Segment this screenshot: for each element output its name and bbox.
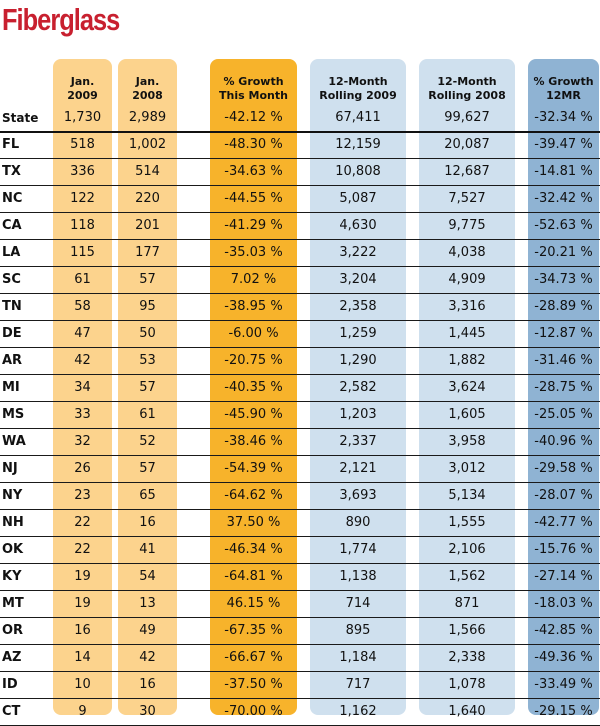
growth-12mr-cell: -32.42 % xyxy=(534,191,593,206)
table-row xyxy=(0,699,600,726)
table-row xyxy=(0,348,600,375)
rolling-2008-cell: 2,106 xyxy=(448,542,486,557)
state-cell: NH xyxy=(2,515,24,530)
rolling-2009-cell: 3,222 xyxy=(339,245,377,260)
jan-2008-cell: 50 xyxy=(139,326,156,341)
table-row xyxy=(0,213,600,240)
jan-2009-cell: 19 xyxy=(74,569,91,584)
rolling-2009-cell: 5,087 xyxy=(339,191,377,206)
jan-2008-cell: 52 xyxy=(139,434,156,449)
growth-month-cell: -42.12 % xyxy=(224,110,283,125)
growth-12mr-cell: -18.03 % xyxy=(534,596,593,611)
growth-month-cell: -54.39 % xyxy=(224,461,283,476)
table-row xyxy=(0,591,600,618)
state-cell: OR xyxy=(2,623,24,638)
rolling-2008-cell: 1,882 xyxy=(448,353,486,368)
table-row xyxy=(0,159,600,186)
growth-12mr-cell: -40.96 % xyxy=(534,434,593,449)
rolling-2008-cell: 4,909 xyxy=(448,272,486,287)
growth-12mr-cell: -42.85 % xyxy=(534,623,593,638)
table-row xyxy=(0,672,600,699)
growth-12mr-cell: -20.21 % xyxy=(534,245,593,260)
state-cell: SC xyxy=(2,272,21,287)
state-cell: NJ xyxy=(2,461,18,476)
jan-2008-cell: 65 xyxy=(139,488,156,503)
jan-2008-cell: 514 xyxy=(135,164,160,179)
growth-12mr-cell: -28.75 % xyxy=(534,380,593,395)
growth-12mr-cell: -42.77 % xyxy=(534,515,593,530)
growth-12mr-cell: -32.34 % xyxy=(534,110,593,125)
jan-2009-cell: 10 xyxy=(74,677,91,692)
state-cell: DE xyxy=(2,326,22,341)
growth-month-cell: -37.50 % xyxy=(224,677,283,692)
table-row xyxy=(0,645,600,672)
jan-2008-cell: 49 xyxy=(139,623,156,638)
growth-12mr-cell: -12.87 % xyxy=(534,326,593,341)
growth-12mr-cell: -28.07 % xyxy=(534,488,593,503)
jan-2008-cell: 57 xyxy=(139,272,156,287)
rolling-2009-cell: 1,203 xyxy=(339,407,377,422)
jan-2009-cell: 118 xyxy=(70,218,95,233)
jan-2009-cell: 336 xyxy=(70,164,95,179)
rolling-2008-cell: 2,338 xyxy=(448,650,486,665)
jan-2008-cell: 57 xyxy=(139,380,156,395)
table-row xyxy=(0,240,600,267)
growth-month-cell: -38.46 % xyxy=(224,434,283,449)
rolling-2008-cell: 12,687 xyxy=(444,164,490,179)
state-cell: WA xyxy=(2,434,26,449)
rolling-2008-cell: 1,640 xyxy=(448,704,486,719)
jan-2009-cell: 14 xyxy=(74,650,91,665)
jan-2009-cell: 58 xyxy=(74,299,91,314)
rolling-2009-cell: 1,138 xyxy=(339,569,377,584)
rolling-2008-cell: 1,555 xyxy=(448,515,486,530)
rolling-2009-cell: 714 xyxy=(345,596,371,611)
rolling-2009-cell: 2,337 xyxy=(339,434,377,449)
growth-month-cell: -48.30 % xyxy=(224,137,283,152)
growth-month-cell: -34.63 % xyxy=(224,164,283,179)
growth-month-cell: 7.02 % xyxy=(230,272,277,287)
jan-2008-cell: 53 xyxy=(139,353,156,368)
rolling-2009-cell: 2,582 xyxy=(339,380,377,395)
jan-2009-cell: 61 xyxy=(74,272,91,287)
rolling-2008-cell: 20,087 xyxy=(444,137,490,152)
jan-2008-cell: 54 xyxy=(139,569,156,584)
growth-month-cell: -6.00 % xyxy=(228,326,279,341)
rolling-2008-cell: 99,627 xyxy=(444,110,490,125)
state-cell: TN xyxy=(2,299,22,314)
state-cell: FL xyxy=(2,137,20,152)
table-row xyxy=(0,483,600,510)
rolling-2009-cell: 2,121 xyxy=(339,461,377,476)
state-cell: AR xyxy=(2,353,23,368)
jan-2008-cell: 16 xyxy=(139,677,156,692)
jan-2009-cell: 26 xyxy=(74,461,91,476)
rolling-2009-cell: 890 xyxy=(345,515,371,530)
rolling-2009-cell: 3,693 xyxy=(339,488,377,503)
table-row xyxy=(0,429,600,456)
rolling-2009-cell: 2,358 xyxy=(339,299,377,314)
state-cell: LA xyxy=(2,245,21,260)
state-cell: CT xyxy=(2,704,21,719)
jan-2008-cell: 1,002 xyxy=(128,137,167,152)
header-jan-2008: Jan. 2008 xyxy=(132,75,163,102)
growth-month-cell: -66.67 % xyxy=(224,650,283,665)
table-row xyxy=(0,294,600,321)
jan-2009-cell: 34 xyxy=(74,380,91,395)
growth-12mr-cell: -14.81 % xyxy=(534,164,593,179)
jan-2009-cell: 115 xyxy=(70,245,95,260)
table-row xyxy=(0,375,600,402)
jan-2008-cell: 16 xyxy=(139,515,156,530)
growth-month-cell: -70.00 % xyxy=(224,704,283,719)
rolling-2008-cell: 871 xyxy=(454,596,480,611)
table-row xyxy=(0,537,600,564)
growth-12mr-cell: -34.73 % xyxy=(534,272,593,287)
growth-month-cell: -64.62 % xyxy=(224,488,283,503)
table-row xyxy=(0,321,600,348)
jan-2008-cell: 30 xyxy=(139,704,156,719)
growth-12mr-cell: -27.14 % xyxy=(534,569,593,584)
rolling-2009-cell: 895 xyxy=(345,623,371,638)
jan-2008-cell: 61 xyxy=(139,407,156,422)
header-rolling-2008: 12-Month Rolling 2008 xyxy=(428,75,506,102)
jan-2008-cell: 13 xyxy=(139,596,156,611)
state-cell: MI xyxy=(2,380,20,395)
jan-2008-cell: 41 xyxy=(139,542,156,557)
rolling-2009-cell: 67,411 xyxy=(335,110,381,125)
jan-2009-cell: 9 xyxy=(78,704,87,719)
rolling-2008-cell: 1,566 xyxy=(448,623,486,638)
rolling-2008-cell: 3,958 xyxy=(448,434,486,449)
rolling-2009-cell: 1,774 xyxy=(339,542,377,557)
table-row xyxy=(0,456,600,483)
jan-2008-cell: 2,989 xyxy=(128,110,167,125)
state-cell: OK xyxy=(2,542,24,557)
table-row xyxy=(0,186,600,213)
jan-2008-cell: 95 xyxy=(139,299,156,314)
rolling-2009-cell: 4,630 xyxy=(339,218,377,233)
state-cell: ID xyxy=(2,677,18,692)
jan-2009-cell: 19 xyxy=(74,596,91,611)
rolling-2009-cell: 3,204 xyxy=(339,272,377,287)
rolling-2008-cell: 1,605 xyxy=(448,407,486,422)
jan-2009-cell: 42 xyxy=(74,353,91,368)
state-cell: MT xyxy=(2,596,24,611)
jan-2009-cell: 33 xyxy=(74,407,91,422)
state-cell: TX xyxy=(2,164,21,179)
jan-2009-cell: 16 xyxy=(74,623,91,638)
rolling-2009-cell: 1,162 xyxy=(339,704,377,719)
state-cell: CA xyxy=(2,218,22,233)
growth-month-cell: 37.50 % xyxy=(226,515,281,530)
growth-month-cell: -44.55 % xyxy=(224,191,283,206)
growth-12mr-cell: -33.49 % xyxy=(534,677,593,692)
table-row xyxy=(0,402,600,429)
jan-2008-cell: 220 xyxy=(135,191,160,206)
rolling-2008-cell: 5,134 xyxy=(448,488,486,503)
rolling-2009-cell: 12,159 xyxy=(335,137,381,152)
growth-month-cell: -38.95 % xyxy=(224,299,283,314)
table-row xyxy=(0,267,600,294)
page-title: Fiberglass xyxy=(2,2,120,37)
growth-12mr-cell: -31.46 % xyxy=(534,353,593,368)
growth-month-cell: -46.34 % xyxy=(224,542,283,557)
state-cell: State xyxy=(2,111,39,125)
table-row xyxy=(0,132,600,159)
state-cell: NC xyxy=(2,191,23,206)
header-growth-12mr: % Growth 12MR xyxy=(533,75,594,102)
growth-month-cell: -45.90 % xyxy=(224,407,283,422)
rolling-2008-cell: 1,562 xyxy=(448,569,486,584)
rolling-2008-cell: 7,527 xyxy=(448,191,486,206)
jan-2009-cell: 22 xyxy=(74,542,91,557)
rolling-2009-cell: 1,184 xyxy=(339,650,377,665)
jan-2008-cell: 201 xyxy=(135,218,160,233)
jan-2008-cell: 57 xyxy=(139,461,156,476)
rolling-2009-cell: 10,808 xyxy=(335,164,381,179)
jan-2009-cell: 32 xyxy=(74,434,91,449)
growth-12mr-cell: -52.63 % xyxy=(534,218,593,233)
rolling-2008-cell: 4,038 xyxy=(448,245,486,260)
growth-12mr-cell: -28.89 % xyxy=(534,299,593,314)
header-growth-month: % Growth This Month xyxy=(219,75,288,102)
growth-month-cell: -20.75 % xyxy=(224,353,283,368)
jan-2009-cell: 1,730 xyxy=(63,110,102,125)
jan-2009-cell: 47 xyxy=(74,326,91,341)
state-cell: KY xyxy=(2,569,22,584)
jan-2009-cell: 518 xyxy=(70,137,95,152)
rolling-2008-cell: 3,012 xyxy=(448,461,486,476)
growth-12mr-cell: -49.36 % xyxy=(534,650,593,665)
growth-12mr-cell: -29.58 % xyxy=(534,461,593,476)
growth-month-cell: -67.35 % xyxy=(224,623,283,638)
growth-12mr-cell: -15.76 % xyxy=(534,542,593,557)
rolling-2008-cell: 3,624 xyxy=(448,380,486,395)
state-cell: AZ xyxy=(2,650,22,665)
header-rolling-2009: 12-Month Rolling 2009 xyxy=(319,75,397,102)
jan-2008-cell: 42 xyxy=(139,650,156,665)
growth-month-cell: -40.35 % xyxy=(224,380,283,395)
state-cell: MS xyxy=(2,407,25,422)
table-row xyxy=(0,564,600,591)
jan-2009-cell: 22 xyxy=(74,515,91,530)
rolling-2008-cell: 9,775 xyxy=(448,218,486,233)
growth-12mr-cell: -39.47 % xyxy=(534,137,593,152)
rolling-2009-cell: 1,259 xyxy=(339,326,377,341)
table-row xyxy=(0,510,600,537)
rolling-2009-cell: 717 xyxy=(345,677,371,692)
growth-12mr-cell: -25.05 % xyxy=(534,407,593,422)
rolling-2009-cell: 1,290 xyxy=(339,353,377,368)
rolling-2008-cell: 1,445 xyxy=(448,326,486,341)
state-cell: NY xyxy=(2,488,23,503)
header-jan-2009: Jan. 2009 xyxy=(67,75,98,102)
rolling-2008-cell: 3,316 xyxy=(448,299,486,314)
growth-month-cell: -64.81 % xyxy=(224,569,283,584)
growth-month-cell: 46.15 % xyxy=(226,596,281,611)
jan-2008-cell: 177 xyxy=(135,245,160,260)
jan-2009-cell: 23 xyxy=(74,488,91,503)
total-row xyxy=(0,105,600,133)
growth-month-cell: -41.29 % xyxy=(224,218,283,233)
growth-12mr-cell: -29.15 % xyxy=(534,704,593,719)
table-row xyxy=(0,618,600,645)
jan-2009-cell: 122 xyxy=(70,191,95,206)
rolling-2008-cell: 1,078 xyxy=(448,677,486,692)
growth-month-cell: -35.03 % xyxy=(224,245,283,260)
